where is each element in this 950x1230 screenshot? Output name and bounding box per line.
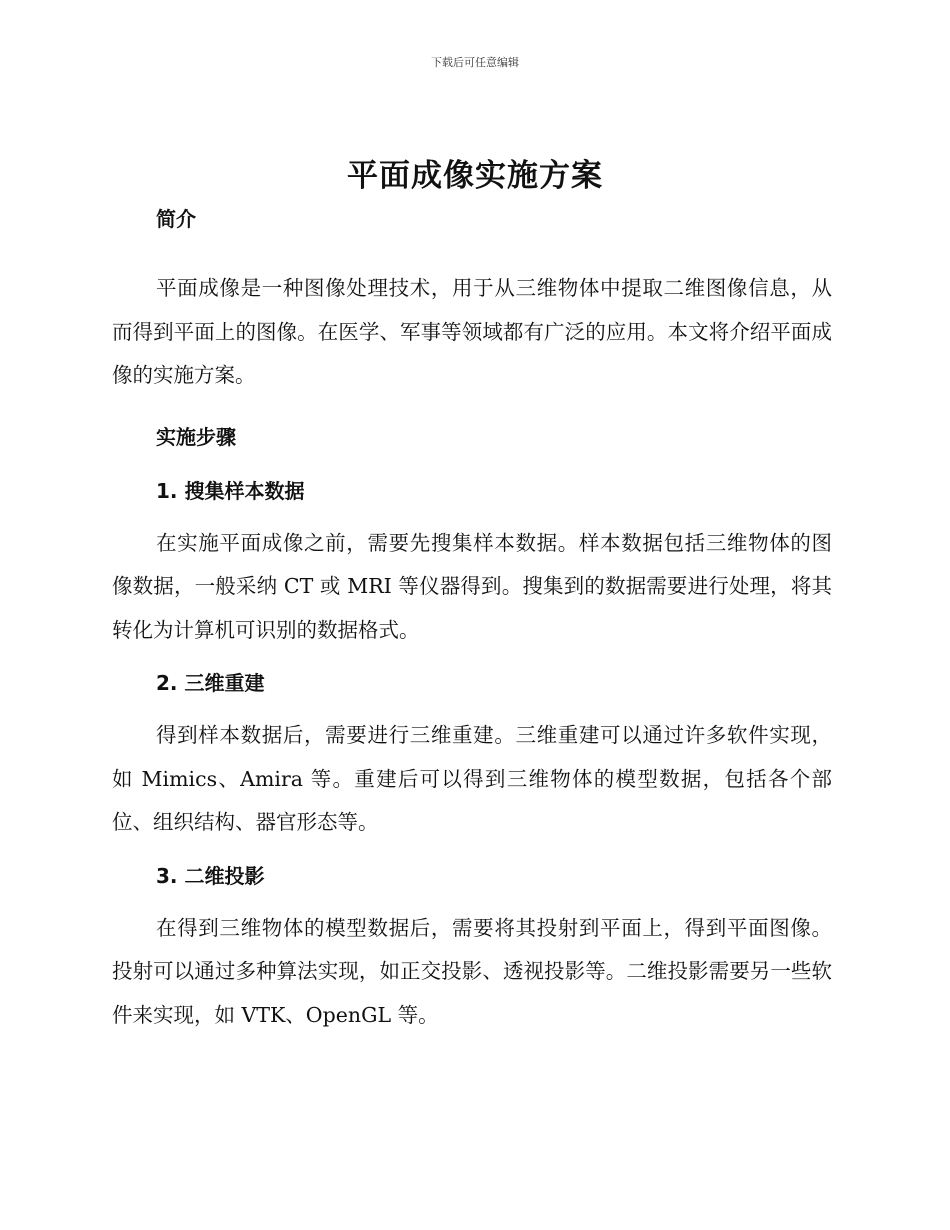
section-paragraph-step3: 在得到三维物体的模型数据后，需要将其投射到平面上，得到平面图像。投射可以通过多种算法实现，如正交投影、透视投影等。二维投影需要另一些软件来实现，如 VTK、OpenGL 等。 <box>112 915 832 1027</box>
section-heading-step3: 3. 二维投影 <box>156 863 265 888</box>
section-paragraph-intro: 平面成像是一种图像处理技术，用于从三维物体中提取二维图像信息，从而得到平面上的图像。在医学、军事等领域都有广泛的应用。本文将介绍平面成像的实施方案。 <box>112 276 832 387</box>
section-paragraph-step2: 得到样本数据后，需要进行三维重建。三维重建可以通过许多软件实现，如 Mimics、Amira 等。重建后可以得到三维物体的模型数据，包括各个部位、组织结构、器官形态等。 <box>112 723 832 834</box>
section-heading-intro: 简介 <box>156 207 196 231</box>
section-heading-step1: 1. 搜集样本数据 <box>156 478 305 503</box>
section-heading-step2: 2. 三维重建 <box>156 671 265 695</box>
header-note: 下载后可任意编辑 <box>431 56 519 69</box>
document-title: 平面成像实施方案 <box>347 158 603 194</box>
section-paragraph-step1: 在实施平面成像之前，需要先搜集样本数据。样本数据包括三维物体的图像数据，一般采纳 CT 或 MRI 等仪器得到。搜集到的数据需要进行处理，将其转化为计算机可识别的数据格式。 <box>112 530 832 642</box>
section-heading-steps: 实施步骤 <box>156 424 236 449</box>
document-body <box>112 196 832 1037</box>
